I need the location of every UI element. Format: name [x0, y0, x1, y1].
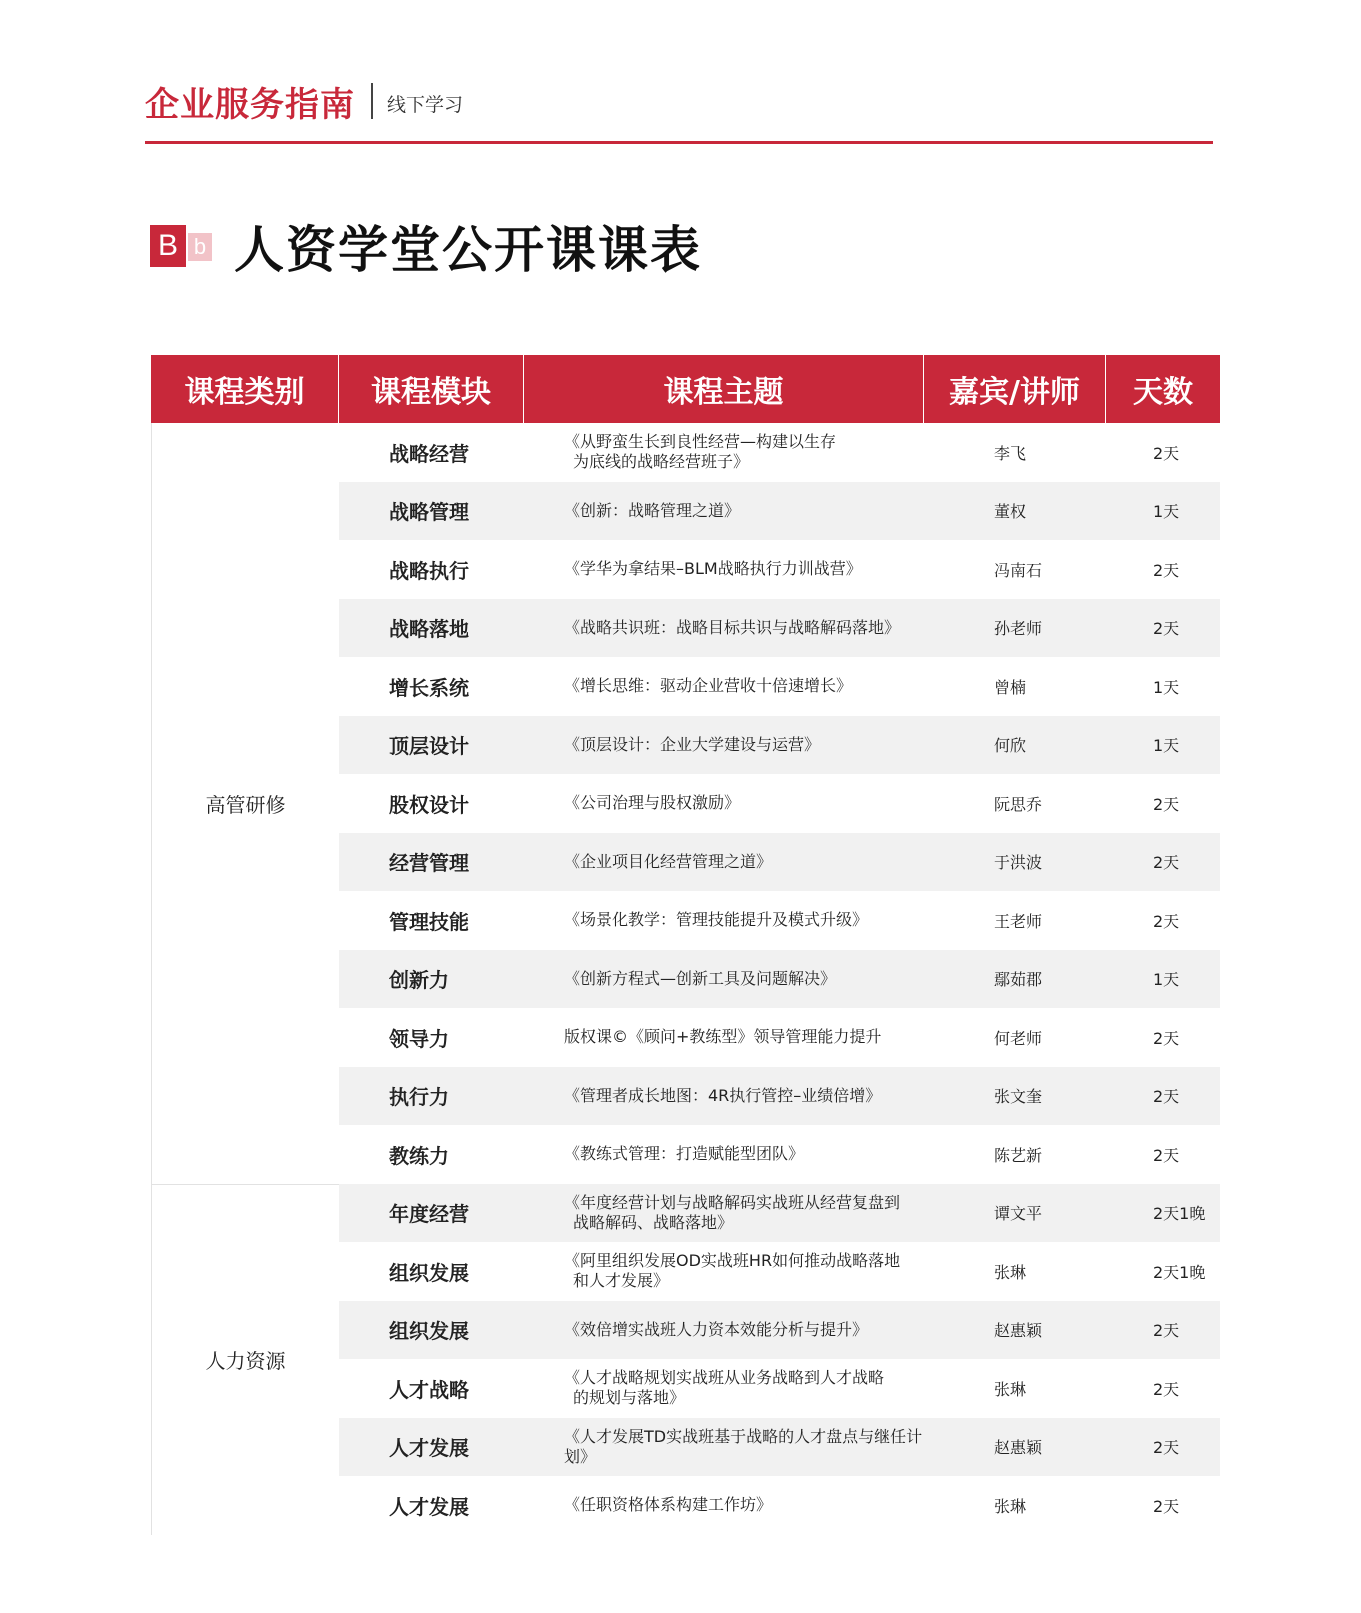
topic-line: 《人才发展TD实战班基于战略的人才盘点与继任计划》 — [564, 1426, 923, 1466]
page-title: 人资学堂公开课课表 — [234, 221, 702, 279]
topic-cell — [524, 559, 924, 579]
topic-line: 《顶层设计：企业大学建设与运营》 — [564, 734, 821, 754]
topic-line: 《效倍增实战班人力资本效能分析与提升》 — [564, 1319, 869, 1339]
days-cell: 1天 — [1153, 502, 1180, 522]
lecturer-cell: 于洪波 — [994, 853, 1043, 873]
topic-cell — [524, 1427, 924, 1467]
table-row — [339, 833, 1220, 892]
module-cell: 教练力 — [389, 1143, 449, 1168]
topic-cell — [524, 1320, 924, 1340]
topic-line: 《战略共识班：战略目标共识与战略解码落地》 — [564, 617, 901, 637]
module-cell: 人才发展 — [389, 1494, 469, 1519]
topic-cell — [524, 1251, 924, 1291]
category-group — [151, 423, 1220, 1184]
topic-line: 《场景化教学：管理技能提升及模式升级》 — [564, 910, 869, 930]
table-row — [339, 1242, 1220, 1301]
lecturer-cell: 鄢茹郡 — [994, 970, 1043, 990]
topic-cell — [524, 1027, 924, 1047]
table-row — [339, 1067, 1220, 1126]
topic-cell — [524, 1086, 924, 1106]
module-cell: 人才战略 — [389, 1377, 469, 1402]
days-cell: 2天 — [1153, 1321, 1180, 1341]
lecturer-cell: 赵惠颖 — [994, 1321, 1043, 1341]
topic-cell — [524, 1368, 924, 1408]
lecturer-cell: 孙老师 — [994, 619, 1043, 639]
table-row — [339, 950, 1220, 1009]
days-cell: 1天 — [1153, 677, 1180, 697]
lecturer-cell: 何欣 — [994, 736, 1027, 756]
topic-line: 《管理者成长地图：4R执行管控–业绩倍增》 — [564, 1085, 882, 1105]
topic-cell — [524, 1495, 924, 1515]
topic-cell — [524, 1144, 924, 1164]
module-cell: 股权设计 — [389, 792, 469, 817]
lecturer-cell: 董权 — [994, 502, 1027, 522]
topic-line: 和人才发展》 — [573, 1271, 670, 1291]
days-cell: 2天 — [1153, 1145, 1180, 1165]
days-cell: 2天 — [1153, 443, 1180, 463]
topic-line: 《学华为拿结果–BLM战略执行力训战营》 — [564, 559, 862, 579]
lecturer-cell: 李飞 — [994, 443, 1027, 463]
topic-cell — [524, 432, 924, 472]
title-block — [150, 210, 702, 282]
lecturer-cell: 张琳 — [994, 1496, 1027, 1516]
table-row — [339, 774, 1220, 833]
module-cell: 人才发展 — [389, 1436, 469, 1461]
module-cell: 增长系统 — [389, 675, 469, 700]
table-row — [339, 1301, 1220, 1360]
module-cell: 创新力 — [389, 968, 449, 993]
topic-cell — [524, 618, 924, 638]
brand-title: 企业服务指南 — [145, 84, 355, 125]
module-cell: 组织发展 — [389, 1260, 469, 1285]
table-header — [151, 355, 1220, 423]
category-cell: 高管研修 — [151, 423, 339, 1184]
lecturer-cell: 张文奎 — [994, 1087, 1043, 1107]
lecturer-cell: 陈艺新 — [994, 1145, 1043, 1165]
days-cell: 2天 — [1153, 911, 1180, 931]
topic-cell — [524, 676, 924, 696]
topic-line: 《阿里组织发展OD实战班HR如何推动战略落地 — [564, 1251, 901, 1271]
table-row — [339, 1359, 1220, 1418]
days-cell: 2天 — [1153, 853, 1180, 873]
table-row — [339, 1184, 1220, 1243]
table-row — [339, 482, 1220, 541]
lecturer-cell: 谭文平 — [994, 1204, 1043, 1224]
lecturer-cell: 何老师 — [994, 1028, 1043, 1048]
topic-line: 《创新：战略管理之道》 — [564, 500, 741, 520]
days-cell: 2天1晚 — [1153, 1262, 1206, 1282]
topic-line: 《企业项目化经营管理之道》 — [564, 851, 773, 871]
days-cell: 1天 — [1153, 970, 1180, 990]
page-header — [145, 78, 463, 124]
topic-line: 版权课©《顾问+教练型》领导管理能力提升 — [564, 1027, 882, 1047]
module-cell: 领导力 — [389, 1026, 449, 1051]
header-rule — [145, 141, 1213, 144]
days-cell: 2天 — [1153, 1438, 1180, 1458]
days-cell: 2天1晚 — [1153, 1204, 1206, 1224]
column-header-lecturer: 嘉宾/讲师 — [924, 355, 1106, 423]
module-cell: 战略经营 — [389, 441, 469, 466]
topic-line: 《教练式管理：打造赋能型团队》 — [564, 1144, 805, 1164]
category-group — [151, 1184, 1220, 1535]
days-cell: 2天 — [1153, 1087, 1180, 1107]
topic-line: 《增长思维：驱动企业营收十倍速增长》 — [564, 676, 853, 696]
days-cell: 2天 — [1153, 1379, 1180, 1399]
module-cell: 年度经营 — [389, 1202, 469, 1227]
lecturer-cell: 张琳 — [994, 1379, 1027, 1399]
table-row — [339, 1008, 1220, 1067]
topic-line: 《任职资格体系构建工作坊》 — [564, 1495, 773, 1515]
topic-line: 《公司治理与股权激励》 — [564, 793, 741, 813]
header-divider — [371, 83, 373, 119]
table-row — [339, 1476, 1220, 1535]
table-row — [339, 1125, 1220, 1184]
table-row — [339, 657, 1220, 716]
logo-small-letter: b — [188, 233, 212, 261]
table-row — [339, 891, 1220, 950]
lecturer-cell: 曾楠 — [994, 677, 1027, 697]
table-row — [339, 1418, 1220, 1477]
topic-cell — [524, 969, 924, 989]
column-header-module: 课程模块 — [339, 355, 524, 423]
days-cell: 1天 — [1153, 736, 1180, 756]
category-cell: 人力资源 — [151, 1184, 339, 1535]
logo-big-letter: B — [150, 225, 186, 267]
table-row — [339, 716, 1220, 775]
days-cell: 2天 — [1153, 1028, 1180, 1048]
lecturer-cell: 冯南石 — [994, 560, 1043, 580]
module-cell: 管理技能 — [389, 909, 469, 934]
days-cell: 2天 — [1153, 794, 1180, 814]
topic-cell — [524, 1193, 924, 1233]
module-cell: 组织发展 — [389, 1319, 469, 1344]
module-cell: 经营管理 — [389, 851, 469, 876]
topic-cell — [524, 735, 924, 755]
topic-line: 的规划与落地》 — [573, 1388, 686, 1408]
days-cell: 2天 — [1153, 619, 1180, 639]
topic-line: 战略解码、战略落地》 — [573, 1212, 734, 1232]
lecturer-cell: 阮思乔 — [994, 794, 1043, 814]
column-header-topic: 课程主题 — [524, 355, 924, 423]
section-label: 线下学习 — [387, 93, 464, 116]
module-cell: 战略落地 — [389, 617, 469, 642]
topic-cell — [524, 910, 924, 930]
lecturer-cell: 张琳 — [994, 1262, 1027, 1282]
module-cell: 战略管理 — [389, 500, 469, 525]
topic-line: 《年度经营计划与战略解码实战班从经营复盘到 — [564, 1192, 901, 1212]
days-cell: 2天 — [1153, 560, 1180, 580]
days-cell: 2天 — [1153, 1496, 1180, 1516]
lecturer-cell: 赵惠颖 — [994, 1438, 1043, 1458]
topic-line: 为底线的战略经营班子》 — [573, 452, 750, 472]
topic-line: 《从野蛮生长到良性经营—构建以生存 — [564, 432, 837, 452]
table-row — [339, 599, 1220, 658]
topic-cell — [524, 501, 924, 521]
column-header-category: 课程类别 — [151, 355, 339, 423]
topic-cell — [524, 793, 924, 813]
module-cell: 执行力 — [389, 1085, 449, 1110]
table-row — [339, 540, 1220, 599]
schedule-table — [151, 355, 1220, 1535]
topic-line: 《人才战略规划实战班从业务战略到人才战略 — [564, 1368, 885, 1388]
lecturer-cell: 王老师 — [994, 911, 1043, 931]
bb-logo-icon — [150, 225, 212, 267]
topic-line: 《创新方程式—创新工具及问题解决》 — [564, 968, 837, 988]
topic-cell — [524, 852, 924, 872]
table-row — [339, 423, 1220, 482]
column-header-days: 天数 — [1106, 355, 1220, 423]
module-cell: 顶层设计 — [389, 734, 469, 759]
table-body — [151, 423, 1220, 1535]
module-cell: 战略执行 — [389, 558, 469, 583]
